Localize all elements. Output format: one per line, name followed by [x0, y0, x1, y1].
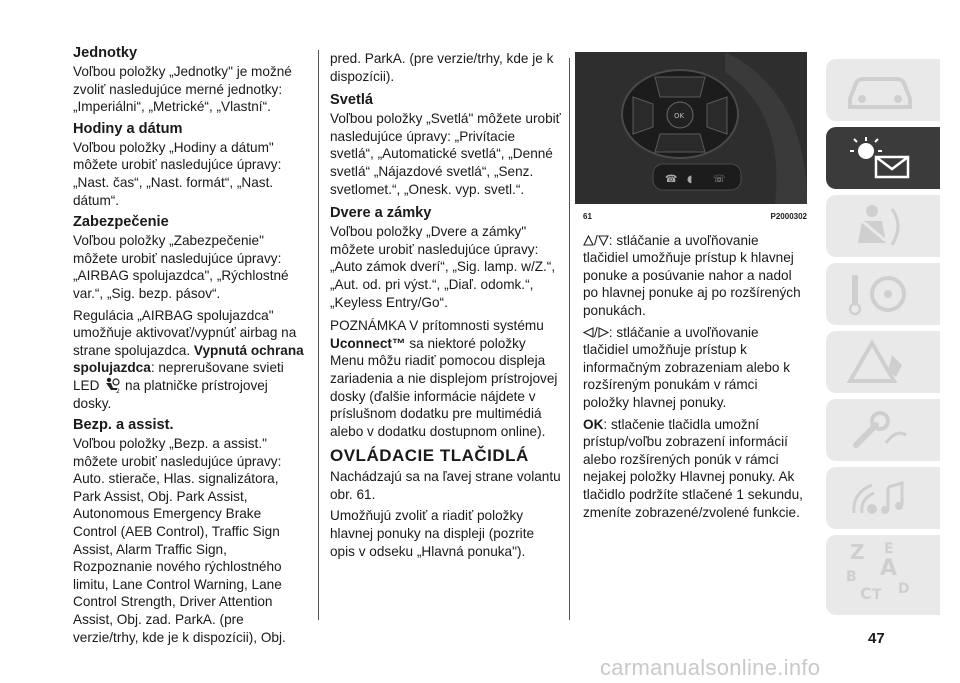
- tab-safety[interactable]: [826, 195, 940, 257]
- paragraph-assist: Voľbou položky „Bezp. a assist." môžete urobiť nasledujúce úpravy: Auto. stierače, Hlas. signalizátora, Park Assist, Obj. Park Assist, Autonomous Emergency Brake Control (AEB Control), Traffic Sign Assist, Alarm Traffic Sign, Rozpoznanie nového rýchlostného limitu, Lane Control Warning, Lane Control Strength, Driver Attention Assist, Obj. zad. ParkA. (pre verzie/trhy, kde je k dispozícii), Obj.: [73, 436, 286, 645]
- tab-index[interactable]: [826, 535, 940, 615]
- section-heading-controls: OVLÁDACIE TLAČIDLÁ: [330, 446, 529, 466]
- index-letter-a: A: [880, 556, 898, 581]
- left-arrow-icon: [583, 325, 594, 336]
- figure-code: P2000302: [770, 212, 807, 221]
- key-and-steering-wheel-icon: [842, 269, 922, 319]
- index-letter-b: B: [846, 569, 857, 585]
- column-2: [330, 50, 562, 564]
- tab-emergency[interactable]: [826, 331, 940, 393]
- column-3: [575, 52, 807, 525]
- steering-wheel-photo: [575, 52, 807, 204]
- heading-clock: Hodiny a dátum: [73, 120, 183, 137]
- paragraph-controls-2: Umožňujú zvoliť a riadiť položky hlavnej ponuky na displeji (pozrite opis v odseku „Hlavná ponuka").: [330, 508, 535, 559]
- tab-driving[interactable]: [826, 263, 940, 325]
- svg-text:2: 2: [116, 387, 121, 393]
- svg-text:◖: ◖: [687, 174, 693, 185]
- warning-triangle-icon: [842, 337, 922, 387]
- heading-assist: Bezp. a assist.: [73, 417, 174, 434]
- light-and-envelope-icon: [842, 133, 922, 183]
- uconnect-label: Uconnect™: [330, 335, 406, 351]
- airbag-off-label: Vypnutá ochrana spolujazdca: [73, 342, 304, 376]
- airbag-off-icon: [103, 377, 121, 393]
- wrench-icon: [842, 405, 922, 455]
- index-letter-t: T: [872, 587, 882, 603]
- paragraph-intro: pred. ParkA. (pre verzie/trhy, kde je k dispozícii).: [330, 51, 554, 84]
- paragraph-units: Voľbou položky „Jednotky" je možné zvoliť nasledujúce merné jednotky: „Imperiálni“, „Metrické“, „Vlastní“.: [73, 64, 292, 115]
- figure-caption: [583, 208, 807, 226]
- tab-vehicle[interactable]: [826, 59, 940, 121]
- figure-number: 61: [583, 212, 592, 221]
- paragraph-note: POZNÁMKA V prítomnosti systému Uconnect™ sa niektoré položky Menu môžu riadiť pomocou displeja zariadenia a nie displejom prístrojovej dosky (ďalšie informácie nájdete v príslušnom dodatku pre multimédiá alebo v dodatku dostupnom online).: [330, 318, 558, 439]
- car-icon: [842, 65, 922, 115]
- paragraph-lights: Voľbou položky „Svetlá" môžete urobiť nasledujúce úpravy: „Privítacie svetlá“, „Automatické svetlá“, „Denné svetlá“ „Nájazdové svetlá“, „Senz. svetlomet.“, „Onesk. vyp. svetl.“.: [330, 111, 561, 197]
- paragraph-controls-1: Nachádzajú sa na ľavej strane volantu obr. 61.: [330, 469, 561, 502]
- item-left-right: / : stláčanie a uvoľňovanie tlačidiel umožňuje prístup k informačným zobrazeniam alebo k rozšíreným ponukám v rámci položky hlavnej ponuky.: [583, 324, 791, 410]
- chapter-tabs: [826, 59, 940, 621]
- item-up-down: / : stláčanie a uvoľňovanie tlačidiel umožňuje prístup k hlavnej ponuke a posúvanie nahor a nadol po hlavnej ponuke aj po rozšírených ponukách.: [583, 232, 801, 318]
- item-ok: OK: stlačenie tlačidla umožní prístup/voľbu zobrazení informácií alebo rozšírených ponúk v rámci nejakej položky Hlavnej ponuky. Ak tlačidlo podržíte stlačené 1 sekundu, zmeníte zobrazené/zvolené funkcie.: [583, 416, 803, 520]
- svg-text:OK: OK: [674, 112, 685, 120]
- column-1: [73, 44, 305, 650]
- seatbelt-icon: [842, 201, 922, 251]
- index-letter-c: C: [860, 584, 872, 603]
- heading-lights: Svetlá: [330, 92, 373, 109]
- column-divider-1: [318, 50, 319, 620]
- tab-multimedia[interactable]: [826, 467, 940, 529]
- down-arrow-icon: [598, 233, 609, 244]
- paragraph-clock: Voľbou položky „Hodiny a dátum" môžete urobiť nasledujúce úpravy: „Nast. čas“, „Nast. formát“, „Nast. dátum“.: [73, 139, 282, 208]
- alphabet-index-icon: [842, 537, 922, 607]
- heading-units: Jednotky: [73, 45, 138, 61]
- tab-dashboard[interactable]: [826, 127, 940, 189]
- watermark: carmanualsonline.info: [600, 655, 821, 680]
- up-arrow-icon: [583, 233, 594, 244]
- ok-label: OK: [583, 416, 604, 432]
- column-divider-2: [569, 58, 570, 620]
- media-icon: [842, 473, 922, 523]
- page-number: 47: [868, 630, 885, 647]
- index-letter-d: D: [898, 581, 910, 597]
- heading-safety: Zabezpečenie: [73, 214, 169, 231]
- tab-maintenance[interactable]: [826, 399, 940, 461]
- paragraph-airbag: Regulácia „AIRBAG spolujazdca" umožňuje aktivovať/vypnúť airbag na strane spolujazdca. Vypnutá ochrana spolujazdca: neprerušovane svieti LED 2 na platničke prístrojovej dosky.: [73, 307, 304, 411]
- svg-text:☎: ☎: [665, 174, 678, 185]
- heading-doors: Dvere a zámky: [330, 205, 432, 222]
- index-letter-e: E: [884, 541, 894, 557]
- right-arrow-icon: [598, 325, 609, 336]
- steering-controls-illustration: [575, 52, 807, 204]
- paragraph-doors: Voľbou položky „Dvere a zámky" môžete urobiť nasledujúce úpravy: „Auto zámok dverí“, „Sig. lamp. w/Z.“, „Aut. od. pri výst.“, „Diaľ. odomk.“, „Keyless Entry/Go“.: [330, 224, 556, 310]
- index-letter-z: Z: [850, 540, 865, 564]
- paragraph-safety: Voľbou položky „Zabezpečenie" môžete urobiť nasledujúce úpravy: „AIRBAG spolujazdca", „Rýchlostné var.“, „Sig. bezp. pásov“.: [73, 233, 289, 301]
- svg-text:☏: ☏: [713, 174, 726, 185]
